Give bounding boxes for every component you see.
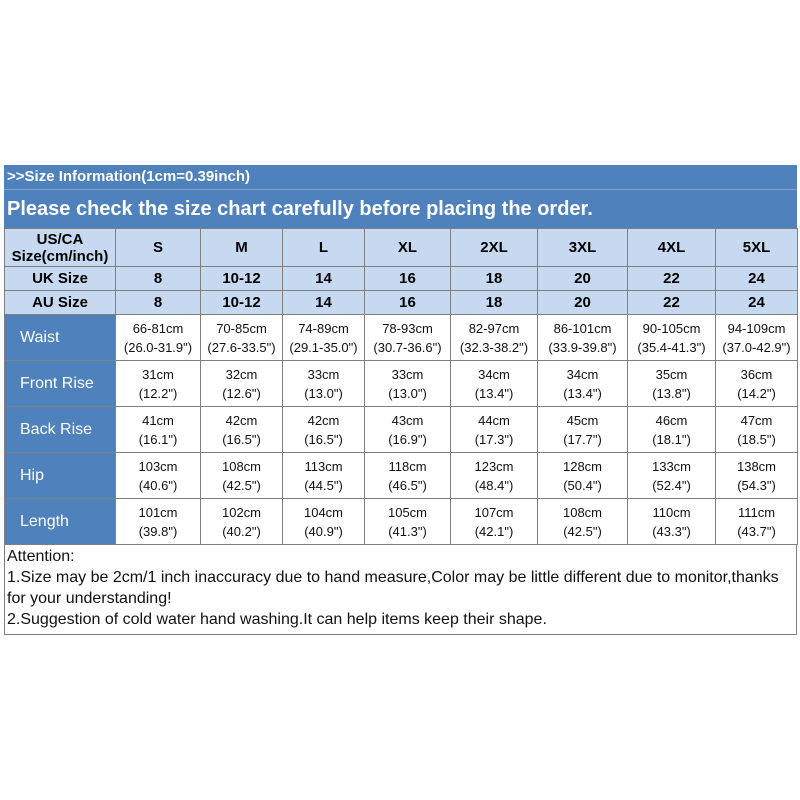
size-cell: 8 bbox=[116, 267, 201, 291]
measurement-cell bbox=[451, 407, 538, 453]
measurement-cell bbox=[451, 315, 538, 361]
size-cell: 16 bbox=[365, 267, 451, 291]
measurement-inch: (54.3") bbox=[737, 477, 776, 493]
measurement-inch: (26.0-31.9") bbox=[123, 339, 193, 355]
measurement-cm: 31cm bbox=[142, 366, 174, 382]
measurement-cm: 34cm bbox=[566, 366, 599, 382]
measurement-cell bbox=[628, 315, 716, 361]
measurement-inch: (16.9") bbox=[388, 431, 427, 447]
measurement-inch: (13.4") bbox=[474, 385, 514, 401]
measurement-inch: (33.9-39.8") bbox=[548, 339, 617, 355]
measurement-inch: (16.5") bbox=[304, 431, 343, 447]
size-cell: 22 bbox=[628, 291, 716, 315]
measurement-cm: 102cm bbox=[221, 504, 262, 520]
size-notice-banner: Please check the size chart carefully before placing the order. bbox=[4, 190, 797, 228]
measurement-row bbox=[5, 407, 798, 453]
measurement-cm: 111cm bbox=[737, 504, 776, 520]
size-cell: 2XL bbox=[451, 229, 538, 267]
measurement-cell bbox=[116, 453, 201, 499]
size-cell: 5XL bbox=[716, 229, 798, 267]
size-cell: L bbox=[283, 229, 365, 267]
size-cell: 24 bbox=[716, 267, 798, 291]
measurement-inch: (32.3-38.2") bbox=[459, 339, 529, 355]
size-cell: 18 bbox=[451, 267, 538, 291]
measurement-cm: 118cm bbox=[388, 458, 427, 474]
measurement-inch: (12.2") bbox=[138, 385, 178, 401]
size-cell: 18 bbox=[451, 291, 538, 315]
measurement-cell bbox=[283, 453, 365, 499]
measurement-cell bbox=[628, 453, 716, 499]
size-row bbox=[5, 267, 798, 291]
measurement-row bbox=[5, 315, 798, 361]
measurement-cm: 44cm bbox=[478, 412, 510, 428]
measurement-cell bbox=[365, 407, 451, 453]
measurement-inch: (39.8") bbox=[138, 523, 178, 539]
measurement-inch: (13.0") bbox=[388, 385, 427, 401]
size-table bbox=[4, 228, 798, 545]
measurement-inch: (42.5") bbox=[563, 523, 602, 539]
measurement-cm: 108cm bbox=[562, 504, 603, 520]
measurement-cell bbox=[283, 499, 365, 545]
measurement-cm: 90-105cm bbox=[642, 320, 701, 336]
measurement-label: Front Rise bbox=[5, 361, 116, 407]
measurement-cm: 42cm bbox=[225, 412, 258, 428]
measurement-cell bbox=[201, 361, 283, 407]
measurement-cell bbox=[283, 361, 365, 407]
measurement-row bbox=[5, 499, 798, 545]
measurement-label: Length bbox=[5, 499, 116, 545]
measurement-cell bbox=[283, 407, 365, 453]
size-cell: 20 bbox=[538, 291, 628, 315]
measurement-cell bbox=[116, 407, 201, 453]
measurement-cm: 123cm bbox=[474, 458, 514, 474]
measurement-inch: (16.1") bbox=[138, 431, 178, 447]
measurement-inch: (12.6") bbox=[222, 385, 261, 401]
measurement-cm: 43cm bbox=[391, 412, 424, 428]
measurement-inch: (50.4") bbox=[563, 477, 602, 493]
attention-item: 2.Suggestion of cold water hand washing.It can help items keep their shape. bbox=[7, 611, 547, 628]
measurement-inch: (42.1") bbox=[474, 523, 514, 539]
measurement-cm: 34cm bbox=[478, 366, 510, 382]
measurement-cell bbox=[116, 361, 201, 407]
measurement-cm: 46cm bbox=[655, 412, 688, 428]
size-row-label: US/CA Size(cm/inch) bbox=[5, 229, 116, 267]
measurement-inch: (17.3") bbox=[474, 431, 514, 447]
measurement-cell bbox=[451, 499, 538, 545]
measurement-inch: (18.5") bbox=[737, 431, 776, 447]
measurement-cm: 32cm bbox=[225, 366, 258, 382]
measurement-label: Back Rise bbox=[5, 407, 116, 453]
measurement-cell bbox=[628, 407, 716, 453]
measurement-inch: (41.3") bbox=[388, 523, 427, 539]
size-cell: 10-12 bbox=[201, 267, 283, 291]
measurement-cm: 33cm bbox=[307, 366, 340, 382]
measurement-cell bbox=[201, 315, 283, 361]
size-cell: 16 bbox=[365, 291, 451, 315]
measurement-cm: 41cm bbox=[142, 412, 174, 428]
measurement-cm: 35cm bbox=[655, 366, 688, 382]
size-cell: 24 bbox=[716, 291, 798, 315]
measurement-cm: 113cm bbox=[304, 458, 343, 474]
size-cell: 20 bbox=[538, 267, 628, 291]
measurement-cm: 47cm bbox=[740, 412, 773, 428]
measurement-cell bbox=[538, 407, 628, 453]
measurement-cell bbox=[538, 453, 628, 499]
size-cell: M bbox=[201, 229, 283, 267]
measurement-inch: (18.1") bbox=[652, 431, 691, 447]
measurement-cell bbox=[116, 315, 201, 361]
size-cell: 3XL bbox=[538, 229, 628, 267]
size-row-label: UK Size bbox=[5, 267, 116, 291]
measurement-cell bbox=[716, 361, 798, 407]
measurement-row bbox=[5, 361, 798, 407]
measurement-cm: 133cm bbox=[651, 458, 692, 474]
measurement-cell bbox=[365, 453, 451, 499]
measurement-inch: (13.8") bbox=[652, 385, 691, 401]
measurement-cm: 128cm bbox=[562, 458, 603, 474]
measurement-cm: 33cm bbox=[391, 366, 424, 382]
measurement-cell bbox=[365, 499, 451, 545]
attention-title: Attention: bbox=[7, 548, 75, 565]
size-row bbox=[5, 229, 798, 267]
measurement-inch: (29.1-35.0") bbox=[289, 339, 358, 355]
measurement-cm: 86-101cm bbox=[553, 320, 612, 336]
size-cell: XL bbox=[365, 229, 451, 267]
measurement-cell bbox=[283, 315, 365, 361]
measurement-cell bbox=[628, 361, 716, 407]
measurement-inch: (43.3") bbox=[652, 523, 691, 539]
measurement-cm: 108cm bbox=[221, 458, 262, 474]
size-cell: 4XL bbox=[628, 229, 716, 267]
measurement-cm: 74-89cm bbox=[298, 320, 349, 336]
measurement-cm: 94-109cm bbox=[727, 320, 786, 336]
measurement-inch: (43.7") bbox=[737, 523, 776, 539]
size-cell: 22 bbox=[628, 267, 716, 291]
measurement-inch: (42.5") bbox=[222, 477, 261, 493]
size-chart bbox=[4, 165, 797, 635]
measurement-cell bbox=[451, 361, 538, 407]
measurement-inch: (27.6-33.5") bbox=[207, 339, 276, 355]
measurement-cm: 101cm bbox=[138, 504, 178, 520]
measurement-inch: (48.4") bbox=[474, 477, 514, 493]
measurement-cell bbox=[365, 315, 451, 361]
measurement-inch: (37.0-42.9") bbox=[722, 339, 791, 355]
measurement-inch: (13.0") bbox=[304, 385, 343, 401]
measurement-inch: (30.7-36.6") bbox=[373, 339, 442, 355]
measurement-cm: 103cm bbox=[138, 458, 178, 474]
measurement-inch: (44.5") bbox=[304, 477, 343, 493]
measurement-label: Waist bbox=[5, 315, 116, 361]
size-cell: 14 bbox=[283, 267, 365, 291]
measurement-inch: (40.6") bbox=[138, 477, 178, 493]
measurement-cell bbox=[201, 499, 283, 545]
measurement-inch: (40.9") bbox=[304, 523, 343, 539]
measurement-cm: 42cm bbox=[307, 412, 340, 428]
measurement-cm: 104cm bbox=[303, 504, 344, 520]
measurement-cell bbox=[716, 453, 798, 499]
size-cell: 14 bbox=[283, 291, 365, 315]
measurement-cm: 110cm bbox=[652, 504, 691, 520]
attention-notes bbox=[4, 545, 797, 635]
measurement-cm: 45cm bbox=[566, 412, 599, 428]
measurement-inch: (14.2") bbox=[737, 385, 776, 401]
measurement-cell bbox=[538, 315, 628, 361]
measurement-cell bbox=[716, 315, 798, 361]
measurement-cell bbox=[201, 407, 283, 453]
measurement-cell bbox=[538, 361, 628, 407]
measurement-cm: 138cm bbox=[736, 458, 777, 474]
measurement-cm: 107cm bbox=[474, 504, 514, 520]
measurement-inch: (46.5") bbox=[388, 477, 427, 493]
measurement-inch: (35.4-41.3") bbox=[637, 339, 706, 355]
measurement-cell bbox=[628, 499, 716, 545]
size-row bbox=[5, 291, 798, 315]
measurement-row bbox=[5, 453, 798, 499]
measurement-cm: 78-93cm bbox=[382, 320, 433, 336]
measurement-inch: (16.5") bbox=[222, 431, 261, 447]
measurement-label: Hip bbox=[5, 453, 116, 499]
measurement-cell bbox=[116, 499, 201, 545]
measurement-cell bbox=[365, 361, 451, 407]
measurement-cm: 66-81cm bbox=[132, 320, 184, 336]
size-cell: 8 bbox=[116, 291, 201, 315]
measurement-inch: (40.2") bbox=[222, 523, 261, 539]
attention-item: 1.Size may be 2cm/1 inch inaccuracy due to hand measure,Color may be little different due to monitor,thanks for your understanding! bbox=[7, 569, 779, 607]
measurement-cell bbox=[716, 407, 798, 453]
size-cell: 10-12 bbox=[201, 291, 283, 315]
measurement-cm: 82-97cm bbox=[468, 320, 520, 336]
size-row-label: AU Size bbox=[5, 291, 116, 315]
size-info-banner: >>Size Information(1cm=0.39inch) bbox=[4, 165, 797, 190]
measurement-cell bbox=[538, 499, 628, 545]
measurement-cm: 36cm bbox=[740, 366, 773, 382]
measurement-cell bbox=[201, 453, 283, 499]
measurement-cell bbox=[451, 453, 538, 499]
measurement-inch: (13.4") bbox=[563, 385, 602, 401]
size-cell: S bbox=[116, 229, 201, 267]
measurement-inch: (17.7") bbox=[563, 431, 602, 447]
measurement-inch: (52.4") bbox=[652, 477, 691, 493]
measurement-cm: 105cm bbox=[387, 504, 428, 520]
measurement-cell bbox=[716, 499, 798, 545]
measurement-cm: 70-85cm bbox=[216, 320, 267, 336]
